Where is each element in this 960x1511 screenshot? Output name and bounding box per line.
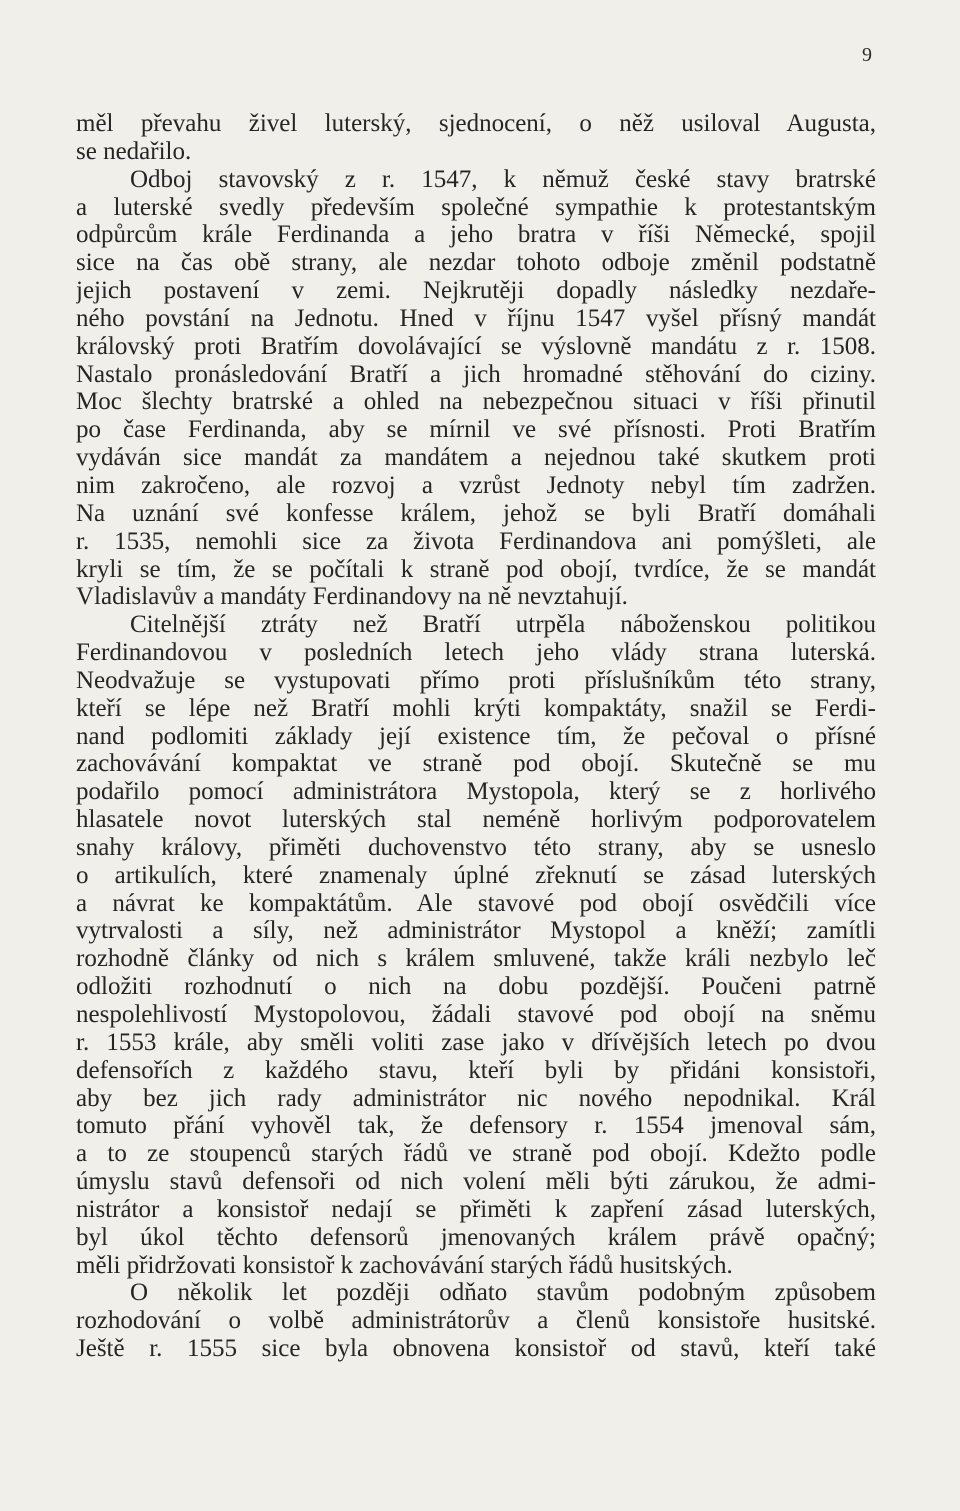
paragraph <box>76 1279 876 1363</box>
text-line: Citelnější ztráty než Bratří utrpěla náboženskou politikou <box>130 611 876 639</box>
text-line: po čase Ferdinanda, aby se mírnil ve své přísnosti. Proti Bratřím <box>76 416 876 444</box>
text-line: aby bez jich rady administrátor nic nového nepodnikal. Král <box>76 1084 876 1112</box>
body-text <box>76 110 876 1363</box>
text-line: měli přidržovati konsistoř k zachovávání starých řádů husitských. <box>76 1251 733 1279</box>
text-line: a návrat ke kompaktátům. Ale stavové pod obojí osvědčili více <box>76 889 876 917</box>
text-line: Vladislavův a mandáty Ferdinandovy na ně nevztahují. <box>76 583 628 611</box>
text-line: hlasatele novot luterských stal neméně horlivým podporovatelem <box>76 806 876 834</box>
text-line: a luterské svedly především společné sympathie k protestantským <box>76 193 876 221</box>
text-line: Moc šlechty bratrské a ohled na nebezpečnou situaci v říši přinutil <box>76 388 876 416</box>
text-line: nistrátor a konsistoř nedají se přiměti k zapření zásad luterských, <box>76 1195 876 1223</box>
text-line: kteří se lépe než Bratří mohli krýti kompaktáty, snažil se Ferdi- <box>76 694 876 722</box>
text-line: jejich postavení v zemi. Nejkrutěji dopadly následky nezdaře- <box>76 277 876 305</box>
text-line: Ferdinandovou v posledních letech jeho vlády strana luterská. <box>76 639 876 667</box>
page-number: 9 <box>862 44 872 66</box>
text-line: Na uznání své konfesse králem, jehož se byli Bratří domáhali <box>76 499 876 527</box>
paragraph <box>76 611 876 1279</box>
text-line: nim zakročeno, ale rozvoj a vzrůst Jednoty nebyl tím zadržen. <box>76 471 876 499</box>
text-line: Nastalo pronásledování Bratří a jich hromadné stěhování do ciziny. <box>76 360 876 388</box>
text-line: O několik let později odňato stavům podobným způsobem <box>130 1279 876 1307</box>
text-line: r. 1553 krále, aby směli voliti zase jako v dřívějších letech po dvou <box>76 1028 876 1056</box>
paragraph <box>76 110 876 166</box>
text-line: tomuto přání vyhověl tak, že defensory r. 1554 jmenoval sám, <box>76 1112 876 1140</box>
text-line: měl převahu živel luterský, sjednocení, o něž usiloval Augusta, <box>76 110 876 137</box>
text-line: rozhodně články od nich s králem smluvené, takže králi nezbylo leč <box>76 945 876 973</box>
text-line: královský proti Bratřím dovolávající se výslovně mandátu z r. 1508. <box>76 332 876 360</box>
text-line: Ještě r. 1555 sice byla obnovena konsistoř od stavů, kteří také <box>76 1335 876 1363</box>
text-line: nespolehlivostí Mystopolovou, žádali stavové pod obojí na sněmu <box>76 1001 876 1028</box>
text-line: nand podlomiti základy její existence tím, že pečoval o přísné <box>76 722 876 750</box>
text-line: podařilo pomocí administrátora Mystopola, který se z horlivého <box>76 778 876 806</box>
text-line: a to ze stoupenců starých řádů ve straně pod obojí. Kdežto podle <box>76 1140 876 1168</box>
text-line: kryli se tím, že se počítali k straně pod obojí, tvrdíce, že se mandát <box>76 555 876 583</box>
text-line: Neodvažuje se vystupovati přímo proti příslušníkům této strany, <box>76 666 876 694</box>
text-line: odložiti rozhodnutí o nich na dobu pozdější. Poučeni patrně <box>76 973 876 1001</box>
text-line: se nedařilo. <box>76 137 192 165</box>
text-line: vytrvalosti a síly, než administrátor Mystopol a kněží; zamítli <box>76 917 876 945</box>
text-line: o artikulích, které znamenaly úplné zřeknutí se zásad luterských <box>76 861 876 889</box>
paragraph <box>76 166 876 612</box>
text-line: rozhodování o volbě administrátorův a členů konsistoře husitské. <box>76 1307 876 1335</box>
text-line: ného povstání na Jednotu. Hned v říjnu 1547 vyšel přísný mandát <box>76 304 876 332</box>
text-line: byl úkol těchto defensorů jmenovaných králem právě opačný; <box>76 1223 876 1251</box>
text-line: Odboj stavovský z r. 1547, k němuž české stavy bratrské <box>130 165 876 193</box>
text-line: r. 1535, nemohli sice za života Ferdinandova ani pomýšleti, ale <box>76 527 876 555</box>
text-line: defensořích z každého stavu, kteří byli by přidáni konsistoři, <box>76 1056 876 1084</box>
text-line: zachovávání kompaktat ve straně pod obojí. Skutečně se mu <box>76 750 876 778</box>
text-line: vydáván sice mandát za mandátem a nejednou také skutkem proti <box>76 444 876 472</box>
text-line: snahy královy, přiměti duchovenstvo této strany, aby se usneslo <box>76 833 876 861</box>
text-line: sice na čas obě strany, ale nezdar tohoto odboje změnil podstatně <box>76 249 876 277</box>
text-line: úmyslu stavů defensoři od nich volení měli býti zárukou, že admi- <box>76 1168 876 1196</box>
text-line: odpůrcům krále Ferdinanda a jeho bratra v říši Německé, spojil <box>76 221 876 249</box>
